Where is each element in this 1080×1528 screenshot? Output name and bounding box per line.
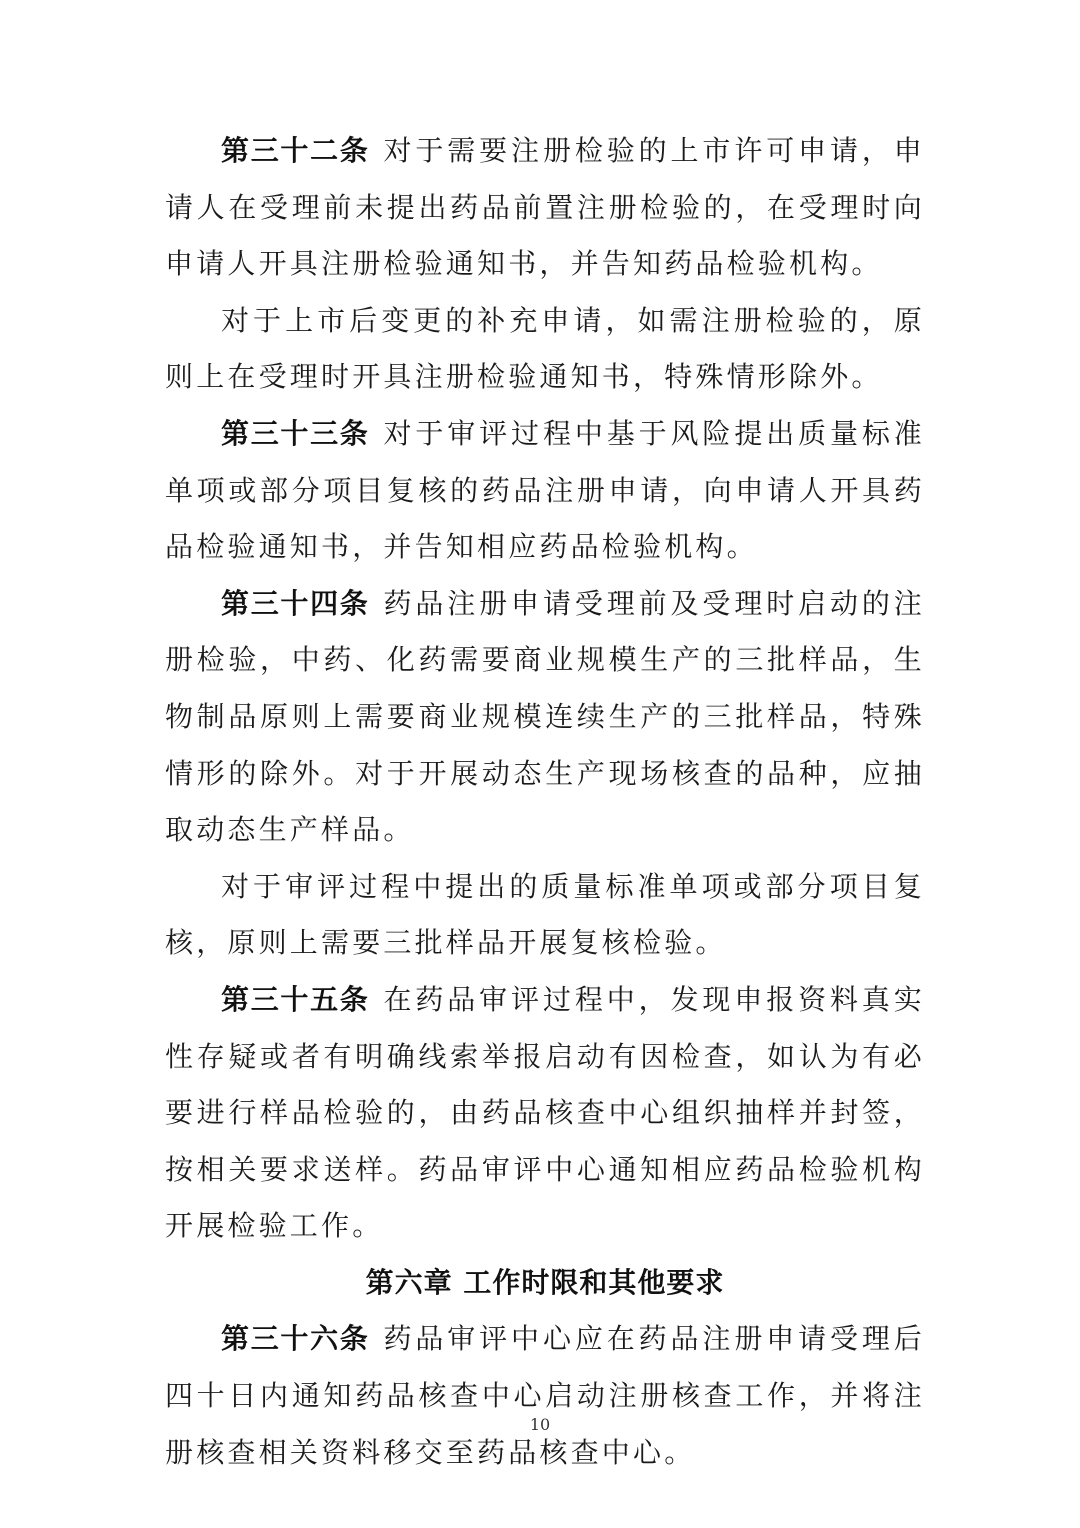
article-34 bbox=[165, 576, 925, 859]
article-number: 第三十二条 bbox=[221, 134, 370, 167]
chapter-heading: 第六章 工作时限和其他要求 bbox=[365, 1265, 725, 1299]
page-number: 10 bbox=[529, 1415, 551, 1434]
article-text: 药品注册申请受理前及受理时启动的注册检验，中药、化药需要商业规模生产的三批样品，生物制品原则上需要商业规模连续生产的三批样品，特殊情形的除外。对于开展动态生产现场核查的品种，应抽取动态生产样品。 bbox=[165, 586, 925, 847]
article-text: 对于需要注册检验的上市许可申请，申请人在受理前未提出药品前置注册检验的，在受理时向申请人开具注册检验通知书，并告知药品检验机构。 bbox=[165, 134, 925, 281]
article-number: 第三十六条 bbox=[221, 1322, 370, 1356]
article-35 bbox=[165, 972, 925, 1255]
paragraph-text: 对于上市后变更的补充申请，如需注册检验的，原则上在受理时开具注册检验通知书，特殊情形除外。 bbox=[165, 303, 925, 394]
article-number: 第三十三条 bbox=[221, 416, 370, 450]
article-33 bbox=[165, 406, 925, 576]
article-number: 第三十四条 bbox=[221, 586, 370, 620]
paragraph-text: 对于审评过程中提出的质量标准单项或部分项目复核，原则上需要三批样品开展复核检验。 bbox=[165, 869, 925, 960]
article-text: 药品审评中心应在药品注册申请受理后四十日内通知药品核查中心启动注册核查工作，并将注册核查相关资料移交至药品核查中心。 bbox=[165, 1322, 925, 1469]
article-text: 对于审评过程中基于风险提出质量标准单项或部分项目复核的药品注册申请，向申请人开具药品检验通知书，并告知相应药品检验机构。 bbox=[165, 416, 925, 564]
article-number: 第三十五条 bbox=[221, 982, 370, 1016]
article-32-paragraph-2 bbox=[165, 293, 925, 406]
document-body bbox=[165, 123, 925, 1481]
article-34-paragraph-2 bbox=[165, 859, 925, 972]
article-text: 在药品审评过程中，发现申报资料真实性存疑或者有明确线索举报启动有因检查，如认为有必要进行样品检验的，由药品核查中心组织抽样并封签，按相关要求送样。药品审评中心通知相应药品检验机构开展检验工作。 bbox=[165, 982, 925, 1243]
article-36 bbox=[165, 1311, 925, 1481]
article-32 bbox=[165, 123, 925, 293]
